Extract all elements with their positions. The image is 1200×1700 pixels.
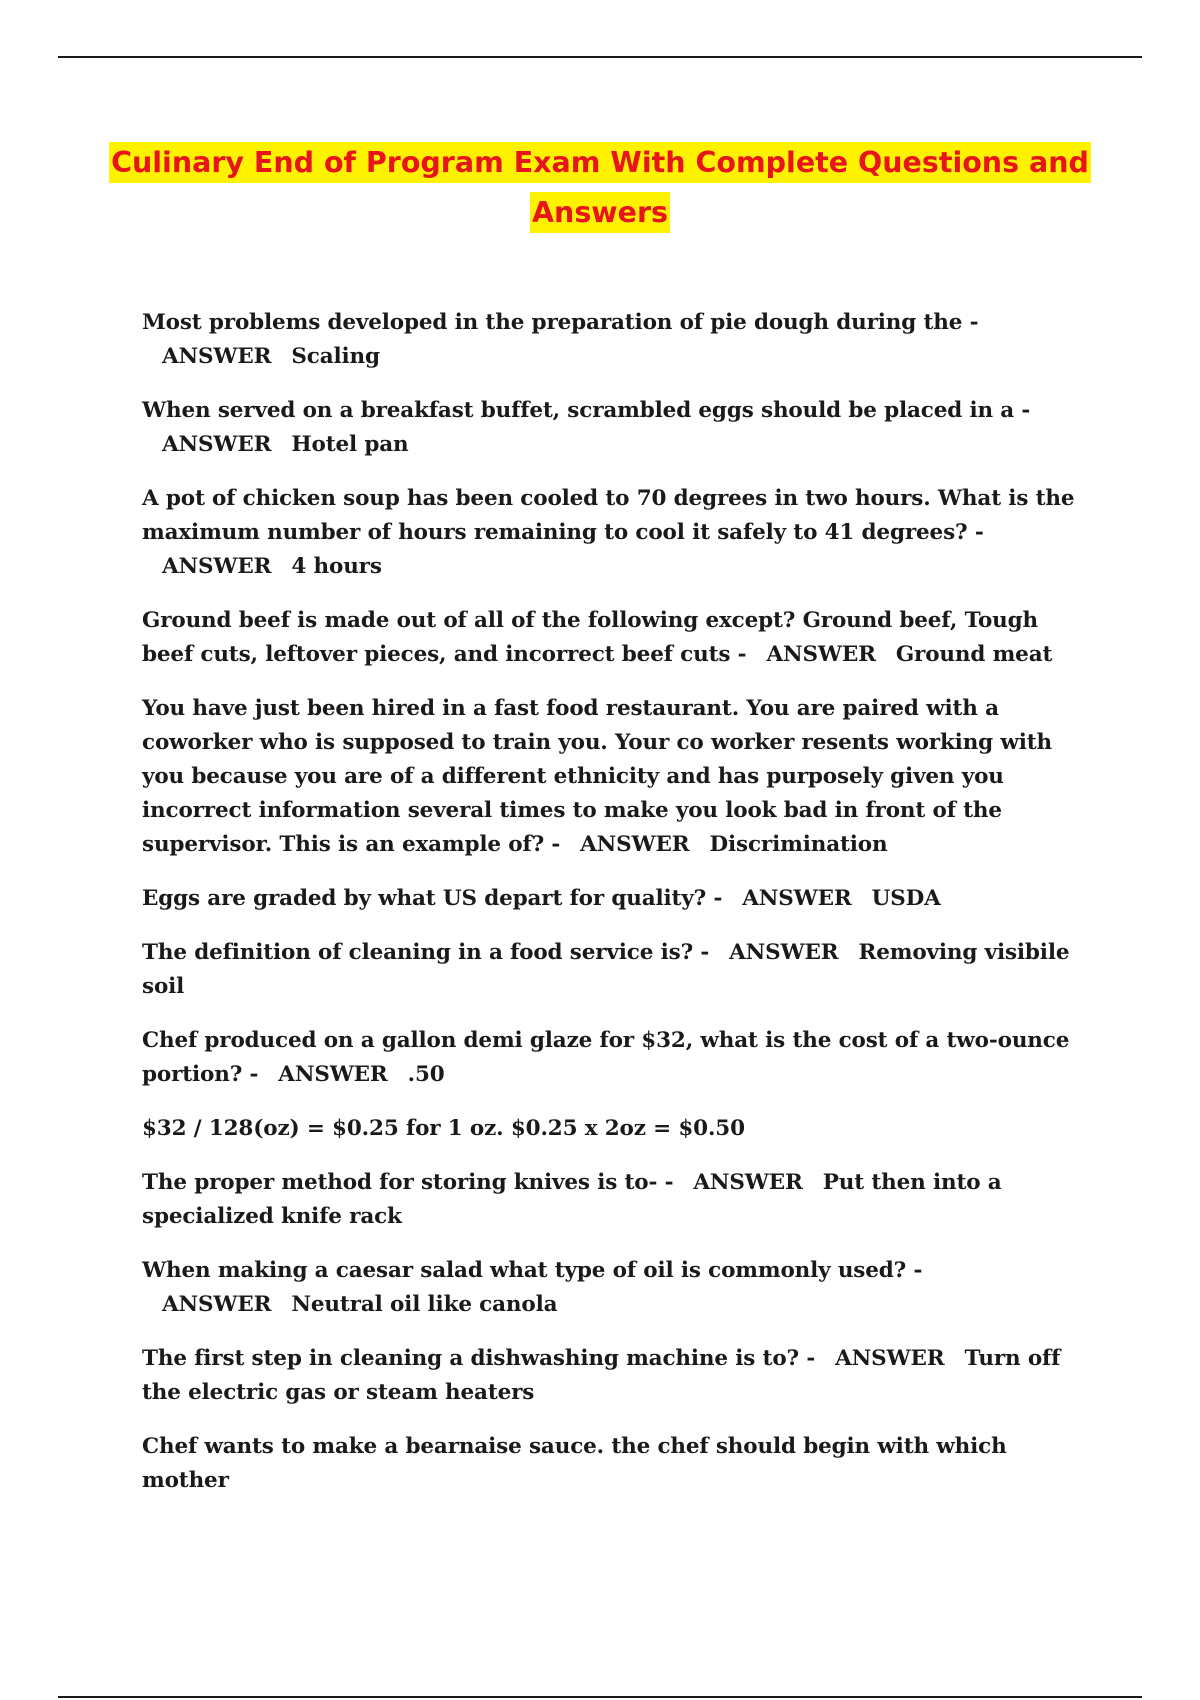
document-title xyxy=(100,140,1100,240)
qa-item xyxy=(142,692,1087,862)
qa-item xyxy=(142,1024,1087,1092)
answer-tag: ANSWER xyxy=(278,1062,388,1087)
answer-tag: ANSWER xyxy=(729,940,839,965)
qa-item xyxy=(142,306,1087,374)
question-text: You have just been hired in a fast food restaurant. You are paired with a coworker who is supposed to train you. Your co worker resents working with you because you are of a different ethnicity and has purposely given you incorrect information several times to make you look bad in front of the supervisor. This is an example of? - xyxy=(142,696,1053,857)
title-text: Culinary End of Program Exam With Complete Questions and Answers xyxy=(109,142,1091,233)
answer-tag: ANSWER xyxy=(162,432,272,457)
question-text: Most problems developed in the preparation of pie dough during the - xyxy=(142,310,979,335)
answer-tag: ANSWER xyxy=(162,554,272,579)
question-text: When served on a breakfast buffet, scrambled eggs should be placed in a - xyxy=(142,398,1031,423)
qa-item xyxy=(142,604,1087,672)
answer-tag: ANSWER xyxy=(766,642,876,667)
qa-item xyxy=(142,1254,1087,1322)
answer-text: Ground meat xyxy=(895,642,1053,667)
qa-item xyxy=(142,394,1087,462)
qa-item xyxy=(142,882,1087,916)
qa-item xyxy=(142,482,1087,584)
answer-text: Put then into a specialized knife rack xyxy=(142,1170,1002,1229)
answer-tag: ANSWER xyxy=(742,886,852,911)
answer-tag: ANSWER xyxy=(693,1170,803,1195)
answer-text: Removing visibile soil xyxy=(142,940,1070,999)
answer-text: .50 xyxy=(407,1062,445,1087)
question-text: The first step in cleaning a dishwashing machine is to? - xyxy=(142,1346,816,1371)
question-list xyxy=(142,306,1087,1518)
answer-text: USDA xyxy=(871,886,941,911)
answer-text: 4 hours xyxy=(291,554,382,579)
question-text: The definition of cleaning in a food service is? - xyxy=(142,940,710,965)
footer-rule xyxy=(58,1696,1142,1698)
answer-tag: ANSWER xyxy=(835,1346,945,1371)
question-text: Ground beef is made out of all of the following except? Ground beef, Tough beef cuts, leftover pieces, and incorrect beef cuts - xyxy=(142,608,1039,667)
answer-text: Discrimination xyxy=(709,832,888,857)
trailing-question: Chef wants to make a bearnaise sauce. the chef should begin with which mother xyxy=(142,1434,1007,1493)
answer-tag: ANSWER xyxy=(162,344,272,369)
calculation-note: $32 / 128(oz) = $0.25 for 1 oz. $0.25 x 2oz = $0.50 xyxy=(142,1116,745,1141)
answer-tag: ANSWER xyxy=(162,1292,272,1317)
qa-item xyxy=(142,936,1087,1004)
question-text: When making a caesar salad what type of oil is commonly used? - xyxy=(142,1258,923,1283)
question-text: The proper method for storing knives is to- - xyxy=(142,1170,674,1195)
answer-text: Turn off the electric gas or steam heaters xyxy=(142,1346,1061,1405)
answer-text: Scaling xyxy=(291,344,380,369)
answer-text: Neutral oil like canola xyxy=(291,1292,558,1317)
answer-text: Hotel pan xyxy=(291,432,409,457)
question-text: Eggs are graded by what US depart for quality? - xyxy=(142,886,723,911)
question-text: Chef produced on a gallon demi glaze for $32, what is the cost of a two-ounce portion? - xyxy=(142,1028,1070,1087)
answer-tag: ANSWER xyxy=(580,832,690,857)
qa-item xyxy=(142,1342,1087,1410)
header-rule xyxy=(58,56,1142,58)
qa-item xyxy=(142,1166,1087,1234)
question-text: A pot of chicken soup has been cooled to 70 degrees in two hours. What is the maximum number of hours remaining to cool it safely to 41 degrees? - xyxy=(142,486,1075,545)
